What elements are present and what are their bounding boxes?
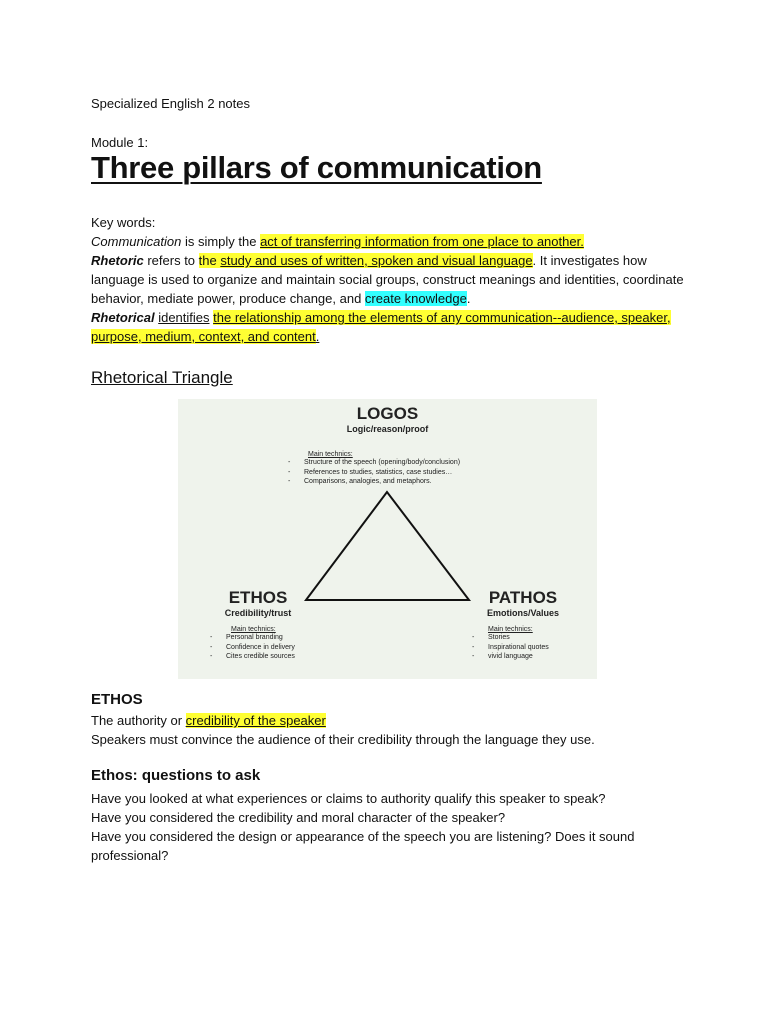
logos-title: LOGOS: [356, 404, 419, 423]
ethos-techniques-list: [210, 633, 346, 662]
pathos-techniques: [488, 626, 588, 662]
highlight-rhetorical: the relationship among the elements of any communication--audience, speaker, purpose, medium, context, and content: [91, 310, 671, 344]
term-rhetorical: Rhetorical: [91, 310, 155, 325]
definition-text: .: [466, 291, 471, 306]
pathos-technique: - Inspirational quotes: [472, 643, 588, 653]
term-communication: Communication: [91, 234, 182, 249]
ethos-section: [91, 690, 691, 749]
pathos-techniques-list: [472, 633, 588, 662]
logos-techniques: [288, 451, 548, 487]
highlight-create-knowledge: create knowledge: [364, 291, 467, 306]
highlight-credibility: credibility of the speaker: [185, 713, 326, 728]
pathos-techniques-label: Main technics:: [488, 626, 533, 633]
ethos-technique: - Personal branding: [210, 633, 346, 643]
ethos-question: Have you looked at what experiences or claims to authority qualify this speaker to speak?: [91, 791, 606, 806]
ethos-question: Have you considered the design or appearance of the speech you are listening? Does it sound professional?: [91, 829, 635, 863]
definition-rhetoric: [91, 251, 691, 308]
logos-technique: - Comparisons, analogies, and metaphors.: [288, 477, 548, 487]
definition-text: refers to: [143, 253, 199, 268]
pathos-title: PATHOS: [488, 588, 558, 607]
pathos-subtitle: Emotions/Values: [486, 608, 560, 618]
ethos-line-1: [91, 711, 691, 730]
highlight-rhetoric-the: the: [198, 253, 221, 268]
ethos-line-1-text: The authority or: [91, 713, 186, 728]
highlight-rhetoric-study: study and uses of written, spoken and visual language: [220, 253, 533, 268]
rhetorical-triangle-heading: Rhetorical Triangle: [91, 368, 233, 387]
logos-techniques-label: Main technics:: [308, 451, 353, 458]
ethos-heading: ETHOS: [91, 691, 143, 708]
ethos-question: Have you considered the credibility and moral character of the speaker?: [91, 810, 506, 825]
pathos-technique: - Stories: [472, 633, 588, 643]
logos-technique: - References to studies, statistics, case studies…: [288, 468, 548, 478]
definition-communication: [91, 232, 691, 251]
keywords-label: Key words:: [91, 215, 156, 230]
highlight-communication: act of transferring information from one place to another.: [260, 234, 584, 249]
definition-text: . It investigates how language is used to organize and maintain social groups, construct meanings and identities, coordinate behavior, mediate power, produce change, and: [91, 253, 684, 306]
ethos-techniques: [226, 626, 346, 662]
ethos-technique: - Confidence in delivery: [210, 643, 346, 653]
ethos-definition: [91, 711, 691, 749]
logos-block: [178, 404, 597, 434]
ethos-block: [198, 588, 318, 618]
definition-text: is simply the: [181, 234, 261, 249]
ethos-subtitle: Credibility/trust: [224, 608, 292, 618]
ethos-questions-heading: Ethos: questions to ask: [91, 767, 261, 784]
pathos-block: [458, 588, 588, 618]
keywords-block: [91, 213, 691, 346]
logos-techniques-list: [288, 458, 548, 487]
definition-text: .: [315, 329, 320, 344]
logos-technique: - Structure of the speech (opening/body/conclusion): [288, 458, 548, 468]
document-title: Specialized English 2 notes: [91, 96, 250, 111]
logos-subtitle: Logic/reason/proof: [346, 424, 429, 434]
rhetorical-triangle-diagram: [178, 399, 597, 679]
definition-rhetorical: [91, 308, 691, 346]
term-rhetoric: Rhetoric: [91, 253, 144, 268]
pathos-technique: - vivid language: [472, 652, 588, 662]
ethos-title: ETHOS: [228, 588, 288, 607]
module-label: Module 1:: [91, 135, 149, 150]
ethos-line-2: Speakers must convince the audience of their credibility through the language they use.: [91, 732, 595, 747]
page-heading: Three pillars of communication: [91, 150, 542, 185]
ethos-techniques-label: Main technics:: [231, 626, 276, 633]
identifies-word: identifies: [158, 310, 210, 325]
ethos-technique: - Cites credible sources: [210, 652, 346, 662]
ethos-questions-list: [91, 789, 671, 865]
triangle-outline: [306, 492, 469, 600]
